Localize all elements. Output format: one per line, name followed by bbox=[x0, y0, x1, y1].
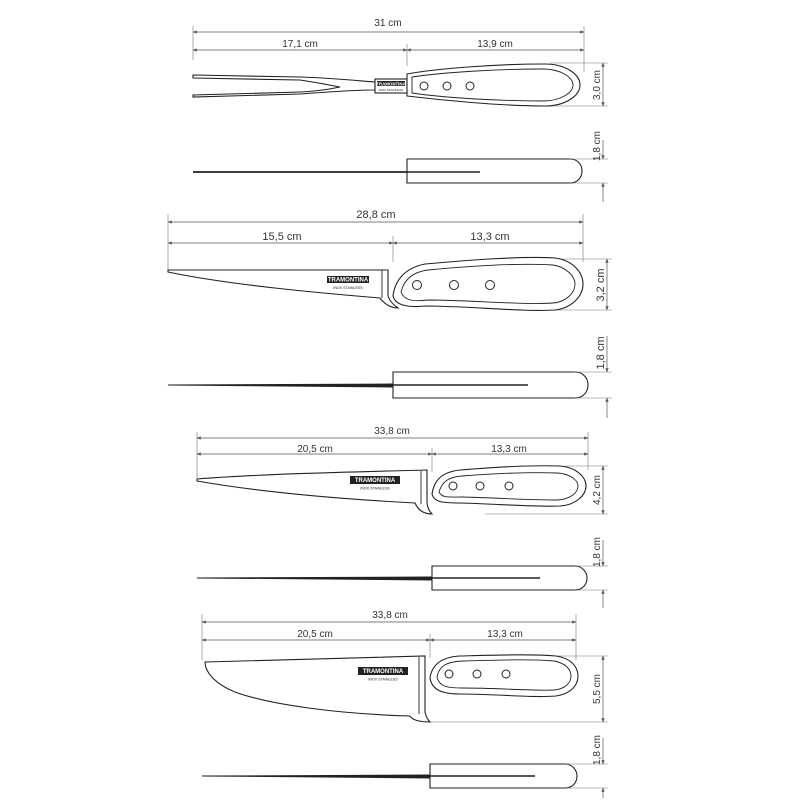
fork-logo-text: TRAMONTINA bbox=[376, 81, 406, 87]
knife-2-blade-length: 20,5 cm bbox=[297, 444, 333, 455]
knife-1-height: 3,2 cm bbox=[595, 268, 607, 302]
knife-1-drawing bbox=[168, 209, 612, 310]
knife-2-total-length: 33,8 cm bbox=[374, 426, 410, 437]
fork-handle-length: 13,9 cm bbox=[477, 39, 513, 50]
knife-1-rivet bbox=[486, 281, 495, 290]
knife-1-rivet bbox=[413, 281, 422, 290]
knife-3-height: 5,5 cm bbox=[592, 673, 603, 705]
knife-2-rivet bbox=[449, 482, 457, 490]
knife-1-blade-length: 15,5 cm bbox=[262, 231, 302, 243]
knife-3-logo-sub: INOX STAINLESS bbox=[368, 677, 398, 682]
fork-blade-length: 17,1 cm bbox=[282, 39, 318, 50]
knife-2-height: 4,2 cm bbox=[592, 474, 603, 506]
knife-3-logo-text: TRAMONTINA bbox=[362, 669, 404, 675]
knife-3-thickness: 1,8 cm bbox=[592, 734, 603, 766]
knife-1-top-view bbox=[168, 336, 612, 418]
knife-3-rivet bbox=[502, 670, 510, 678]
knife-3-blade bbox=[205, 656, 430, 722]
fork-total-length: 31 cm bbox=[374, 18, 402, 29]
knife-3-blade-length: 20,5 cm bbox=[297, 629, 333, 640]
knife-2-rivet bbox=[476, 482, 484, 490]
fork-drawing bbox=[193, 18, 608, 106]
knife-2-logo-text: TRAMONTINA bbox=[354, 478, 396, 484]
fork-rivet bbox=[443, 82, 451, 90]
knife-3-handle-length: 13,3 cm bbox=[487, 629, 523, 640]
knife-3-drawing bbox=[202, 610, 608, 722]
knife-3-rivet bbox=[445, 670, 453, 678]
knife-2-drawing bbox=[197, 426, 608, 514]
knife-1-blade bbox=[168, 270, 398, 308]
knife-1-handle-length: 13,3 cm bbox=[470, 231, 510, 243]
fork-thickness: 1,8 cm bbox=[592, 130, 603, 162]
knife-2-rivet bbox=[505, 482, 513, 490]
knife-3-total-length: 33,8 cm bbox=[372, 610, 408, 621]
knife-1-logo-sub: INOX STAINLESS bbox=[333, 286, 363, 290]
knife-1-total-length: 28,8 cm bbox=[356, 209, 396, 221]
knife-3-rivet bbox=[473, 670, 481, 678]
fork-top-view bbox=[193, 131, 608, 202]
knife-2-top-view bbox=[197, 537, 608, 608]
knife-2-logo-sub: INOX STAINLESS bbox=[360, 486, 390, 491]
knife-1-thickness: 1,8 cm bbox=[595, 336, 607, 370]
knife-1-logo-text: TRAMONTINA bbox=[327, 277, 369, 284]
knife-3-top-view bbox=[202, 735, 608, 798]
knife-2-handle-length: 13,3 cm bbox=[491, 444, 527, 455]
fork-height: 3,0 cm bbox=[592, 69, 603, 101]
knife-1-rivet bbox=[450, 281, 459, 290]
knife-2-thickness: 1,8 cm bbox=[592, 536, 603, 568]
fork-rivet bbox=[466, 82, 474, 90]
fork-tines bbox=[193, 75, 375, 97]
fork-rivet bbox=[420, 82, 428, 90]
fork-logo-sub: INOX STAINLESS bbox=[378, 88, 404, 92]
